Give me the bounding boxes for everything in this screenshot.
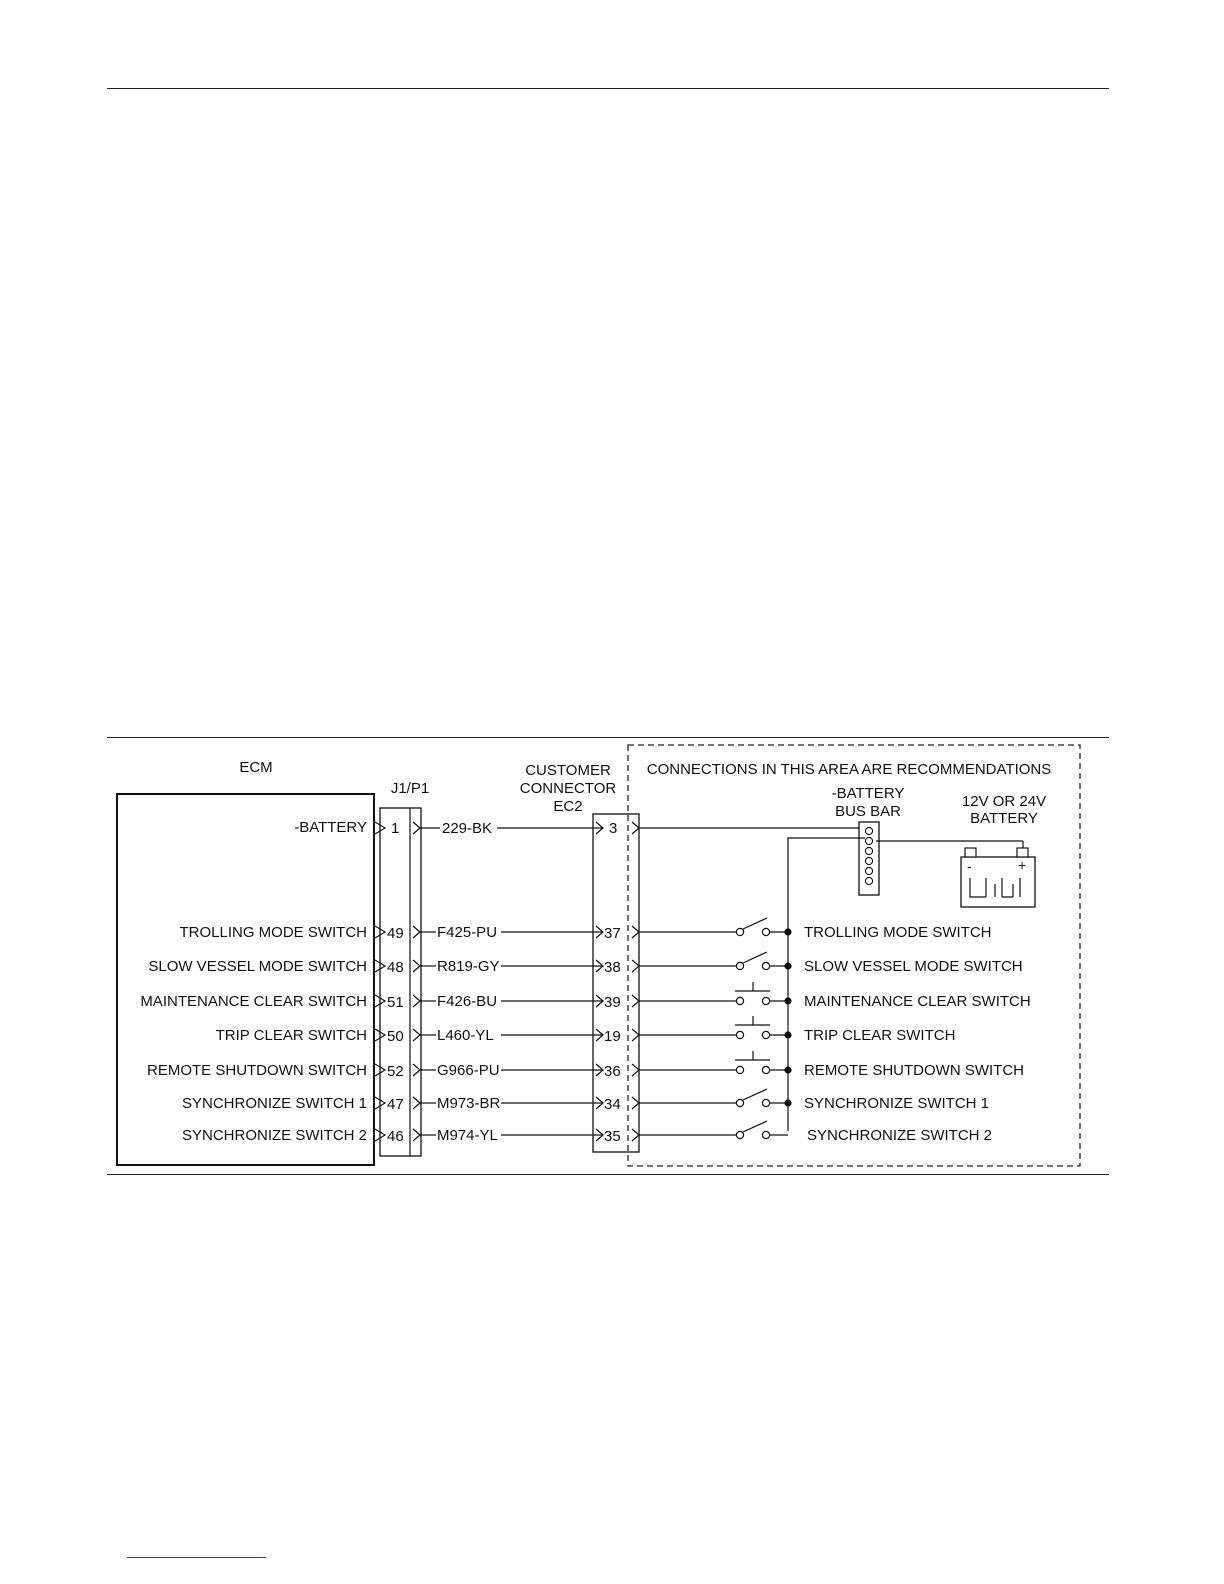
switch-label: MAINTENANCE CLEAR SWITCH — [804, 993, 1031, 1010]
circuit-row — [140, 982, 1030, 1011]
ecm-signal-label: SLOW VESSEL MODE SWITCH — [148, 958, 367, 975]
switch-contact — [762, 1066, 769, 1073]
switch-label: SLOW VESSEL MODE SWITCH — [804, 958, 1023, 975]
wire-id-label: M974-YL — [437, 1127, 498, 1144]
bus-bar-terminal — [865, 857, 872, 864]
p1-receptacle — [413, 995, 420, 1007]
battery-symbol — [961, 848, 1035, 907]
switch-contact — [762, 962, 769, 969]
switch-label: TROLLING MODE SWITCH — [804, 924, 992, 941]
ec2-pin-number: 35 — [604, 1128, 621, 1145]
j1-pin-number: 49 — [387, 925, 404, 942]
battery-circuit-pin: 1 — [391, 820, 400, 837]
j1-pin-number: 50 — [387, 1028, 404, 1045]
p1-receptacle — [413, 1129, 420, 1141]
battery-neg-sign: - — [967, 858, 972, 874]
wire-id-label: G966-PU — [437, 1062, 500, 1079]
switch-contact — [736, 1131, 743, 1138]
toggle-switch-blade — [743, 1121, 767, 1132]
p1-receptacle — [413, 1029, 420, 1041]
junction-dot — [784, 1099, 791, 1106]
toggle-switch-blade — [743, 918, 767, 929]
junction-dot — [784, 1066, 791, 1073]
switch-contact — [736, 928, 743, 935]
switch-label: SYNCHRONIZE SWITCH 2 — [807, 1127, 993, 1144]
j1-pin-number: 48 — [387, 959, 404, 976]
customer-connector-label-line2: CONNECTOR — [519, 780, 617, 797]
wire-id-label: F425-PU — [437, 924, 498, 941]
switch-contact — [736, 962, 743, 969]
wire-id-label: F426-BU — [437, 993, 498, 1010]
switch-contact — [762, 1031, 769, 1038]
junction-dot — [784, 962, 791, 969]
ecm-label: ECM — [239, 759, 273, 776]
circuit-rows — [140, 918, 1030, 1145]
bus-bar-terminal — [865, 877, 872, 884]
battery-pos-terminal — [1017, 848, 1028, 857]
j1-pin-number: 52 — [387, 1063, 404, 1080]
switch-contact — [762, 1099, 769, 1106]
ec2-receptacle — [632, 960, 639, 972]
battery-circuit-ec2-receptacle — [632, 822, 639, 834]
j1-pin-number: 47 — [387, 1096, 404, 1113]
wire-id-label: R819-GY — [437, 958, 500, 975]
ecm-signal-label: SYNCHRONIZE SWITCH 1 — [181, 1095, 367, 1112]
ec2-pin-number: 37 — [604, 925, 621, 942]
p1-receptacle — [413, 1064, 420, 1076]
battery-pos-sign: + — [1018, 857, 1027, 873]
circuit-row — [182, 1089, 989, 1113]
circuit-row — [216, 1016, 956, 1045]
bus-bar-label-line1: -BATTERY — [831, 785, 905, 802]
wire-id-label: M973-BR — [437, 1095, 501, 1112]
ec2-pin-number: 36 — [604, 1063, 621, 1080]
ec2-pin-number: 39 — [604, 994, 621, 1011]
toggle-switch-blade — [743, 1089, 767, 1100]
j1-pin-number: 51 — [387, 994, 404, 1011]
junction-dot — [784, 997, 791, 1004]
switch-contact — [736, 997, 743, 1004]
switch-label: TRIP CLEAR SWITCH — [804, 1027, 956, 1044]
p1-receptacle — [413, 1097, 420, 1109]
footer-link-underline[interactable] — [127, 1557, 266, 1558]
ecm-signal-label: TROLLING MODE SWITCH — [179, 924, 367, 941]
wire-id-label: L460-YL — [437, 1027, 494, 1044]
battery-circuit-j1-receptacle — [413, 822, 420, 834]
ecm-signal-label: SYNCHRONIZE SWITCH 2 — [181, 1127, 367, 1144]
switch-contact — [736, 1099, 743, 1106]
circuit-row — [182, 1121, 992, 1145]
switch-contact — [736, 1066, 743, 1073]
ec2-pin-number: 34 — [604, 1096, 621, 1113]
switch-contact — [762, 997, 769, 1004]
circuit-row — [179, 918, 991, 942]
p1-receptacle — [413, 960, 420, 972]
switch-label: REMOTE SHUTDOWN SWITCH — [804, 1062, 1024, 1079]
ec2-receptacle — [632, 926, 639, 938]
j1-pin-number: 46 — [387, 1128, 404, 1145]
battery-circuit-ecm-label: -BATTERY — [294, 819, 367, 836]
junction-dot — [784, 1031, 791, 1038]
ec2-receptacle — [632, 1064, 639, 1076]
switch-contact — [736, 1031, 743, 1038]
ecm-signal-label: REMOTE SHUTDOWN SWITCH — [147, 1062, 367, 1079]
bus-bar-terminal — [865, 847, 872, 854]
battery-circuit-wire-label: 229-BK — [442, 820, 493, 837]
ec2-receptacle — [632, 1029, 639, 1041]
bus-bar-label-line2: BUS BAR — [835, 803, 901, 820]
ec2-receptacle — [632, 1129, 639, 1141]
battery-circuit-ec2-pin: 3 — [609, 820, 618, 837]
switch-label: SYNCHRONIZE SWITCH 1 — [804, 1095, 990, 1112]
ecm-signal-label: TRIP CLEAR SWITCH — [215, 1027, 367, 1044]
ec2-pin-number: 38 — [604, 959, 621, 976]
battery-neg-terminal — [965, 848, 976, 857]
j1p1-label: J1/P1 — [390, 780, 430, 797]
ec2-receptacle — [632, 1097, 639, 1109]
ec2-pin-number: 19 — [604, 1028, 621, 1045]
p1-receptacle — [413, 926, 420, 938]
ec2-receptacle — [632, 995, 639, 1007]
customer-connector-label-line3: EC2 — [553, 798, 583, 815]
circuit-row — [148, 952, 1022, 976]
bus-bar-terminal — [865, 827, 872, 834]
bus-bar-terminal — [865, 837, 872, 844]
toggle-switch-blade — [743, 952, 767, 963]
battery-label-line1: 12V OR 24V — [961, 793, 1047, 810]
switch-contact — [762, 1131, 769, 1138]
switch-common-bus — [788, 838, 865, 1131]
circuit-row — [147, 1051, 1024, 1080]
switch-contact — [762, 928, 769, 935]
bus-bar-terminal — [865, 867, 872, 874]
ecm-signal-label: MAINTENANCE CLEAR SWITCH — [140, 993, 367, 1010]
customer-connector-label-line1: CUSTOMER — [525, 762, 611, 779]
battery-label-line2: BATTERY — [970, 810, 1038, 827]
junction-dot — [784, 928, 791, 935]
recommendations-label: CONNECTIONS IN THIS AREA ARE RECOMMENDATIONS — [646, 761, 1052, 778]
